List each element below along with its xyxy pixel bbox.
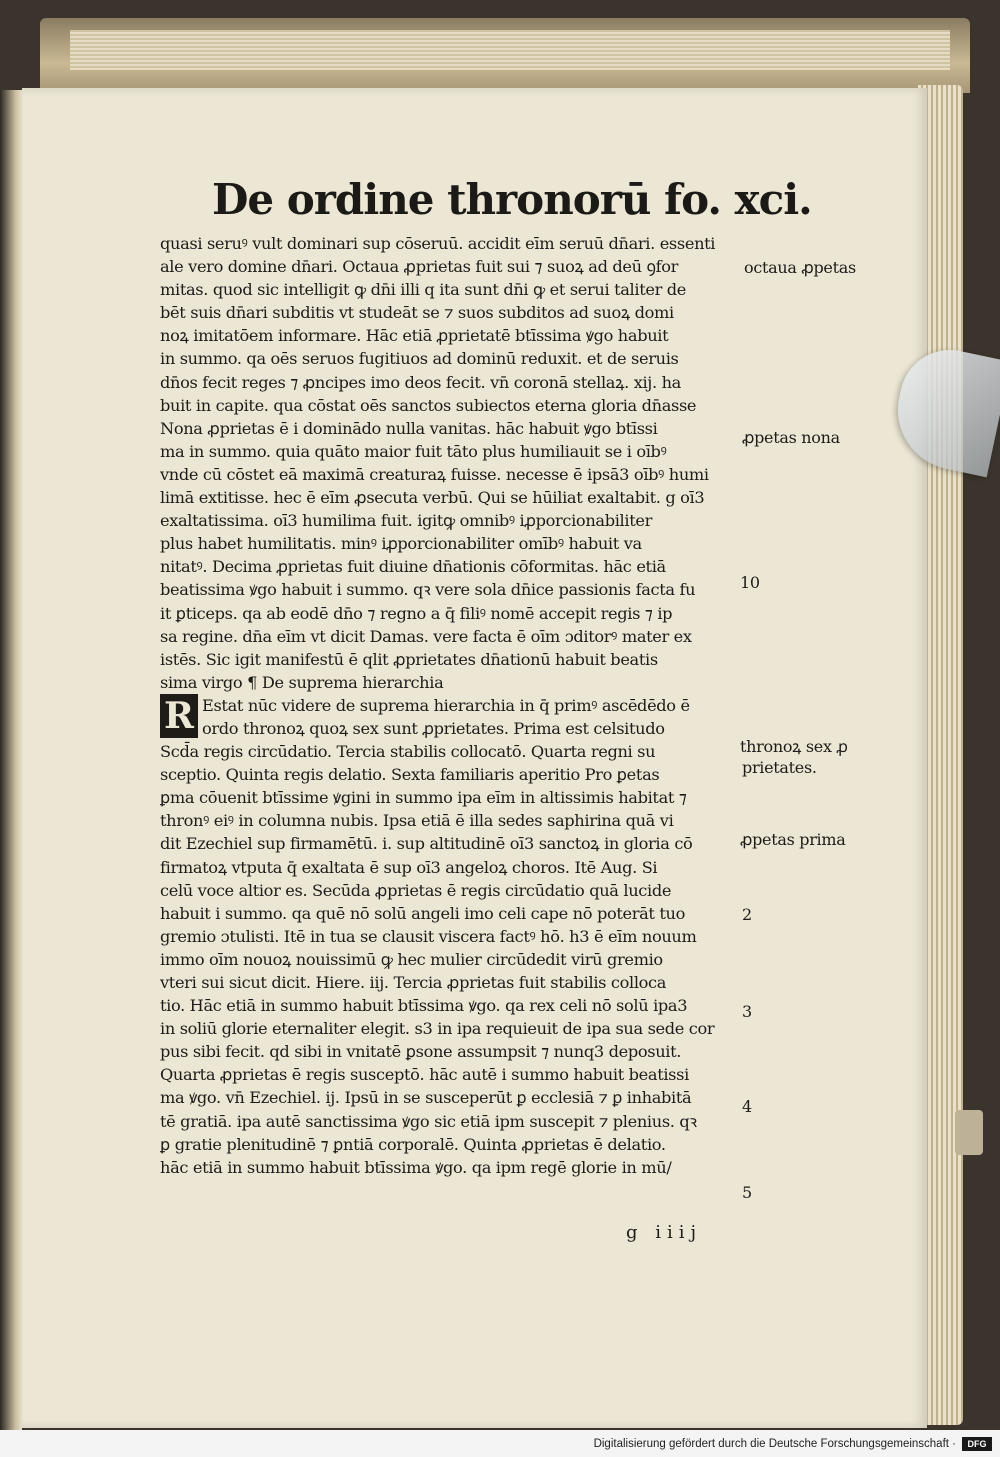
text-line: istēs. Sic igit manifestū ē qlit ꝓprietates dn̄ationū habuit beatis	[160, 649, 658, 669]
text-line: tē gratiā. ipa autē sanctissima ꝟgo sic etiā ipm suscepit ⁊ plenius. qꝛ	[160, 1111, 697, 1131]
text-line: buit in capite. qua cōstat oēs sanctos subiectos eterna gloria dn̄asse	[160, 395, 697, 415]
text-line: exaltatissima. oī3 humilima fuit. igitꝙ omnibꝰ iꝓporcionabiliter	[160, 511, 652, 531]
text-line: Scd̄a regis circūdatio. Tercia stabilis collocatō. Quarta regni su	[160, 742, 656, 762]
margin-note: 5	[742, 1183, 752, 1202]
text-line: habuit i summo. qa quē nō solū angeli imo celi cape nō poterāt tuo	[160, 903, 685, 923]
margin-note: 10	[740, 573, 760, 592]
text-line: in summo. qa oēs seruos fugitiuos ad dominū reduxit. et de seruis	[160, 349, 679, 369]
text-line: in soliū glorie eternaliter elegit. s3 in ipa requieuit de ipa sua sede cor	[160, 1019, 715, 1039]
text-line: immo oīm nouoꝝ nouissimū ꝙ hec mulier circūdedit virū gremio	[160, 949, 663, 969]
text-line: mitas. quod sic intelligit ꝙ dn̄i illi q ita sunt dn̄i ꝙ et serui taliter de	[160, 280, 687, 300]
body-text	[160, 232, 740, 1179]
text-line: vnde cū cōstet eā maximā creaturaꝝ fuisse. necesse ē ipsā3 oībꝰ humi	[160, 464, 709, 484]
margin-note: 2	[742, 905, 752, 924]
facing-page-edge	[0, 90, 22, 1430]
text-line: Quarta ꝓprietas ē regis susceptō. hāc autē i summo habuit beatissi	[160, 1065, 689, 1085]
margin-note: octaua ꝓpetas	[744, 258, 856, 277]
text-line: firmatoꝝ vtputa q̄ exaltata ē sup oī3 angeloꝝ choros. Itē Aug. Si	[160, 857, 658, 877]
text-line: noꝝ imitatōem informare. Hāc etiā ꝓprietatē btīssima ꝟgo habuit	[160, 326, 669, 346]
text-line: Estat nūc videre de suprema hierarchia in q̄ primꝰ ascēdēdo ē	[202, 695, 690, 715]
text-line: hāc etiā in summo habuit btīssima ꝟgo. qa ipm regē glorie in mū/	[160, 1157, 672, 1177]
text-line: ale vero domine dn̄ari. Octaua ꝓprietas fuit sui ⁊ suoꝝ ad deū ꝯfor	[160, 257, 679, 277]
margin-note: ꝓpetas prima	[740, 830, 846, 849]
running-head: De ordine thronorū fo. xci.	[212, 175, 812, 224]
text-line: bēt suis dn̄ari subditis vt studeāt se ⁊ suos subditos ad suoꝝ domi	[160, 303, 674, 323]
text-line: it ꝑticeps. qa ab eodē dn̄o ⁊ regno a q̄ filiꝰ nomē accepit regis ⁊ ip	[160, 603, 673, 623]
decorated-initial: R	[160, 694, 198, 738]
dfg-logo: DFG	[962, 1437, 992, 1451]
text-line: ma ꝟgo. vn̄ Ezechiel. ij. Ipsū in se susceperūt ꝑ ecclesiā ⁊ ꝑ inhabitā	[160, 1088, 692, 1108]
text-line: limā extitisse. hec ē eīm ꝓsecuta verbū. Qui se hūiliat exaltabit. g oī3	[160, 488, 705, 508]
text-line: Nona ꝓprietas ē i dominādo nulla vanitas. hāc habuit ꝟgo btīssi	[160, 418, 658, 438]
text-line: celū voce altior es. Secūda ꝓprietas ē regis circūdatio quā lucide	[160, 880, 672, 900]
text-line: dn̄os fecit reges ⁊ ꝓncipes imo deos fecit. vn̄ coronā stellaꝝ. xij. ha	[160, 372, 681, 392]
text-line: tio. Hāc etiā in summo habuit btīssima ꝟgo. qa rex celi nō solū ipa3	[160, 996, 688, 1016]
text-line: plus habet humilitatis. minꝰ iꝓporcionabiliter omībꝰ habuit va	[160, 534, 642, 554]
text-line: sima virgo ¶ De suprema hierarchia	[160, 672, 444, 692]
text-line: pus sibi fecit. qd sibi in vnitatē ꝑsone assumpsit ⁊ nunq3 deposuit.	[160, 1042, 682, 1062]
text-line: nitatꝰ. Decima ꝓprietas fuit diuine dn̄ationis cōformitas. hāc etiā	[160, 557, 666, 577]
margin-note: ꝓpetas nona	[742, 428, 840, 447]
text-line: sa regine. dn̄a eīm vt dicit Damas. vere facta ē oīm ɔditorꝰ mater ex	[160, 626, 692, 646]
margin-note: thronoꝝ sex ꝓ	[740, 737, 848, 756]
text-line: gremio ɔtulisti. Itē in tua se clausit viscera factꝰ hō. h3 ē eīm nouum	[160, 926, 697, 946]
text-line: thronꝰ eiꝰ in columna nubis. Ipsa etiā ē illa sedes saphirina quā vi	[160, 811, 674, 831]
text-line: vteri sui sicut dicit. Hiere. iij. Tercia ꝓprietas fuit stabilis colloca	[160, 973, 667, 992]
signature-mark: g iiij	[626, 1222, 703, 1243]
page-block-top	[70, 30, 950, 70]
text-line: sceptio. Quinta regis delatio. Sexta familiaris aperitio Pro ꝑetas	[160, 765, 660, 785]
text-line: beatissima ꝟgo habuit i summo. qꝛ vere sola dn̄ice passionis facta fu	[160, 580, 696, 600]
text-line: ordo thronoꝝ quoꝝ sex sunt ꝓprietates. Prima est celsitudo	[202, 718, 665, 738]
margin-note: 4	[742, 1097, 752, 1116]
margin-note: prietates.	[742, 758, 817, 777]
funding-notice: Digitalisierung gefördert durch die Deutsche Forschungsgemeinschaft ·	[593, 1438, 956, 1450]
margin-note: 3	[742, 1002, 752, 1021]
page-clip	[955, 1110, 983, 1155]
text-line: quasi seruꝰ vult dominari sup cōseruū. accidit eīm seruū dn̄ari. essenti	[160, 234, 716, 253]
footer-bar	[0, 1430, 1000, 1457]
text-line: ma in summo. quia quāto maior fuit tāto plus humiliauit se i oībꝰ	[160, 441, 667, 461]
text-line: ꝑma cōuenit btīssime ꝟgini in summo ipa eīm in altissimis habitat ⁊	[160, 788, 687, 808]
text-line: ꝑ gratie plenitudinē ⁊ ꝑntiā corporalē. Quinta ꝓprietas ē delatio.	[160, 1134, 666, 1154]
text-line: dit Ezechiel sup firmamētū. i. sup altitudinē oī3 sanctoꝝ in gloria cō	[160, 834, 693, 854]
